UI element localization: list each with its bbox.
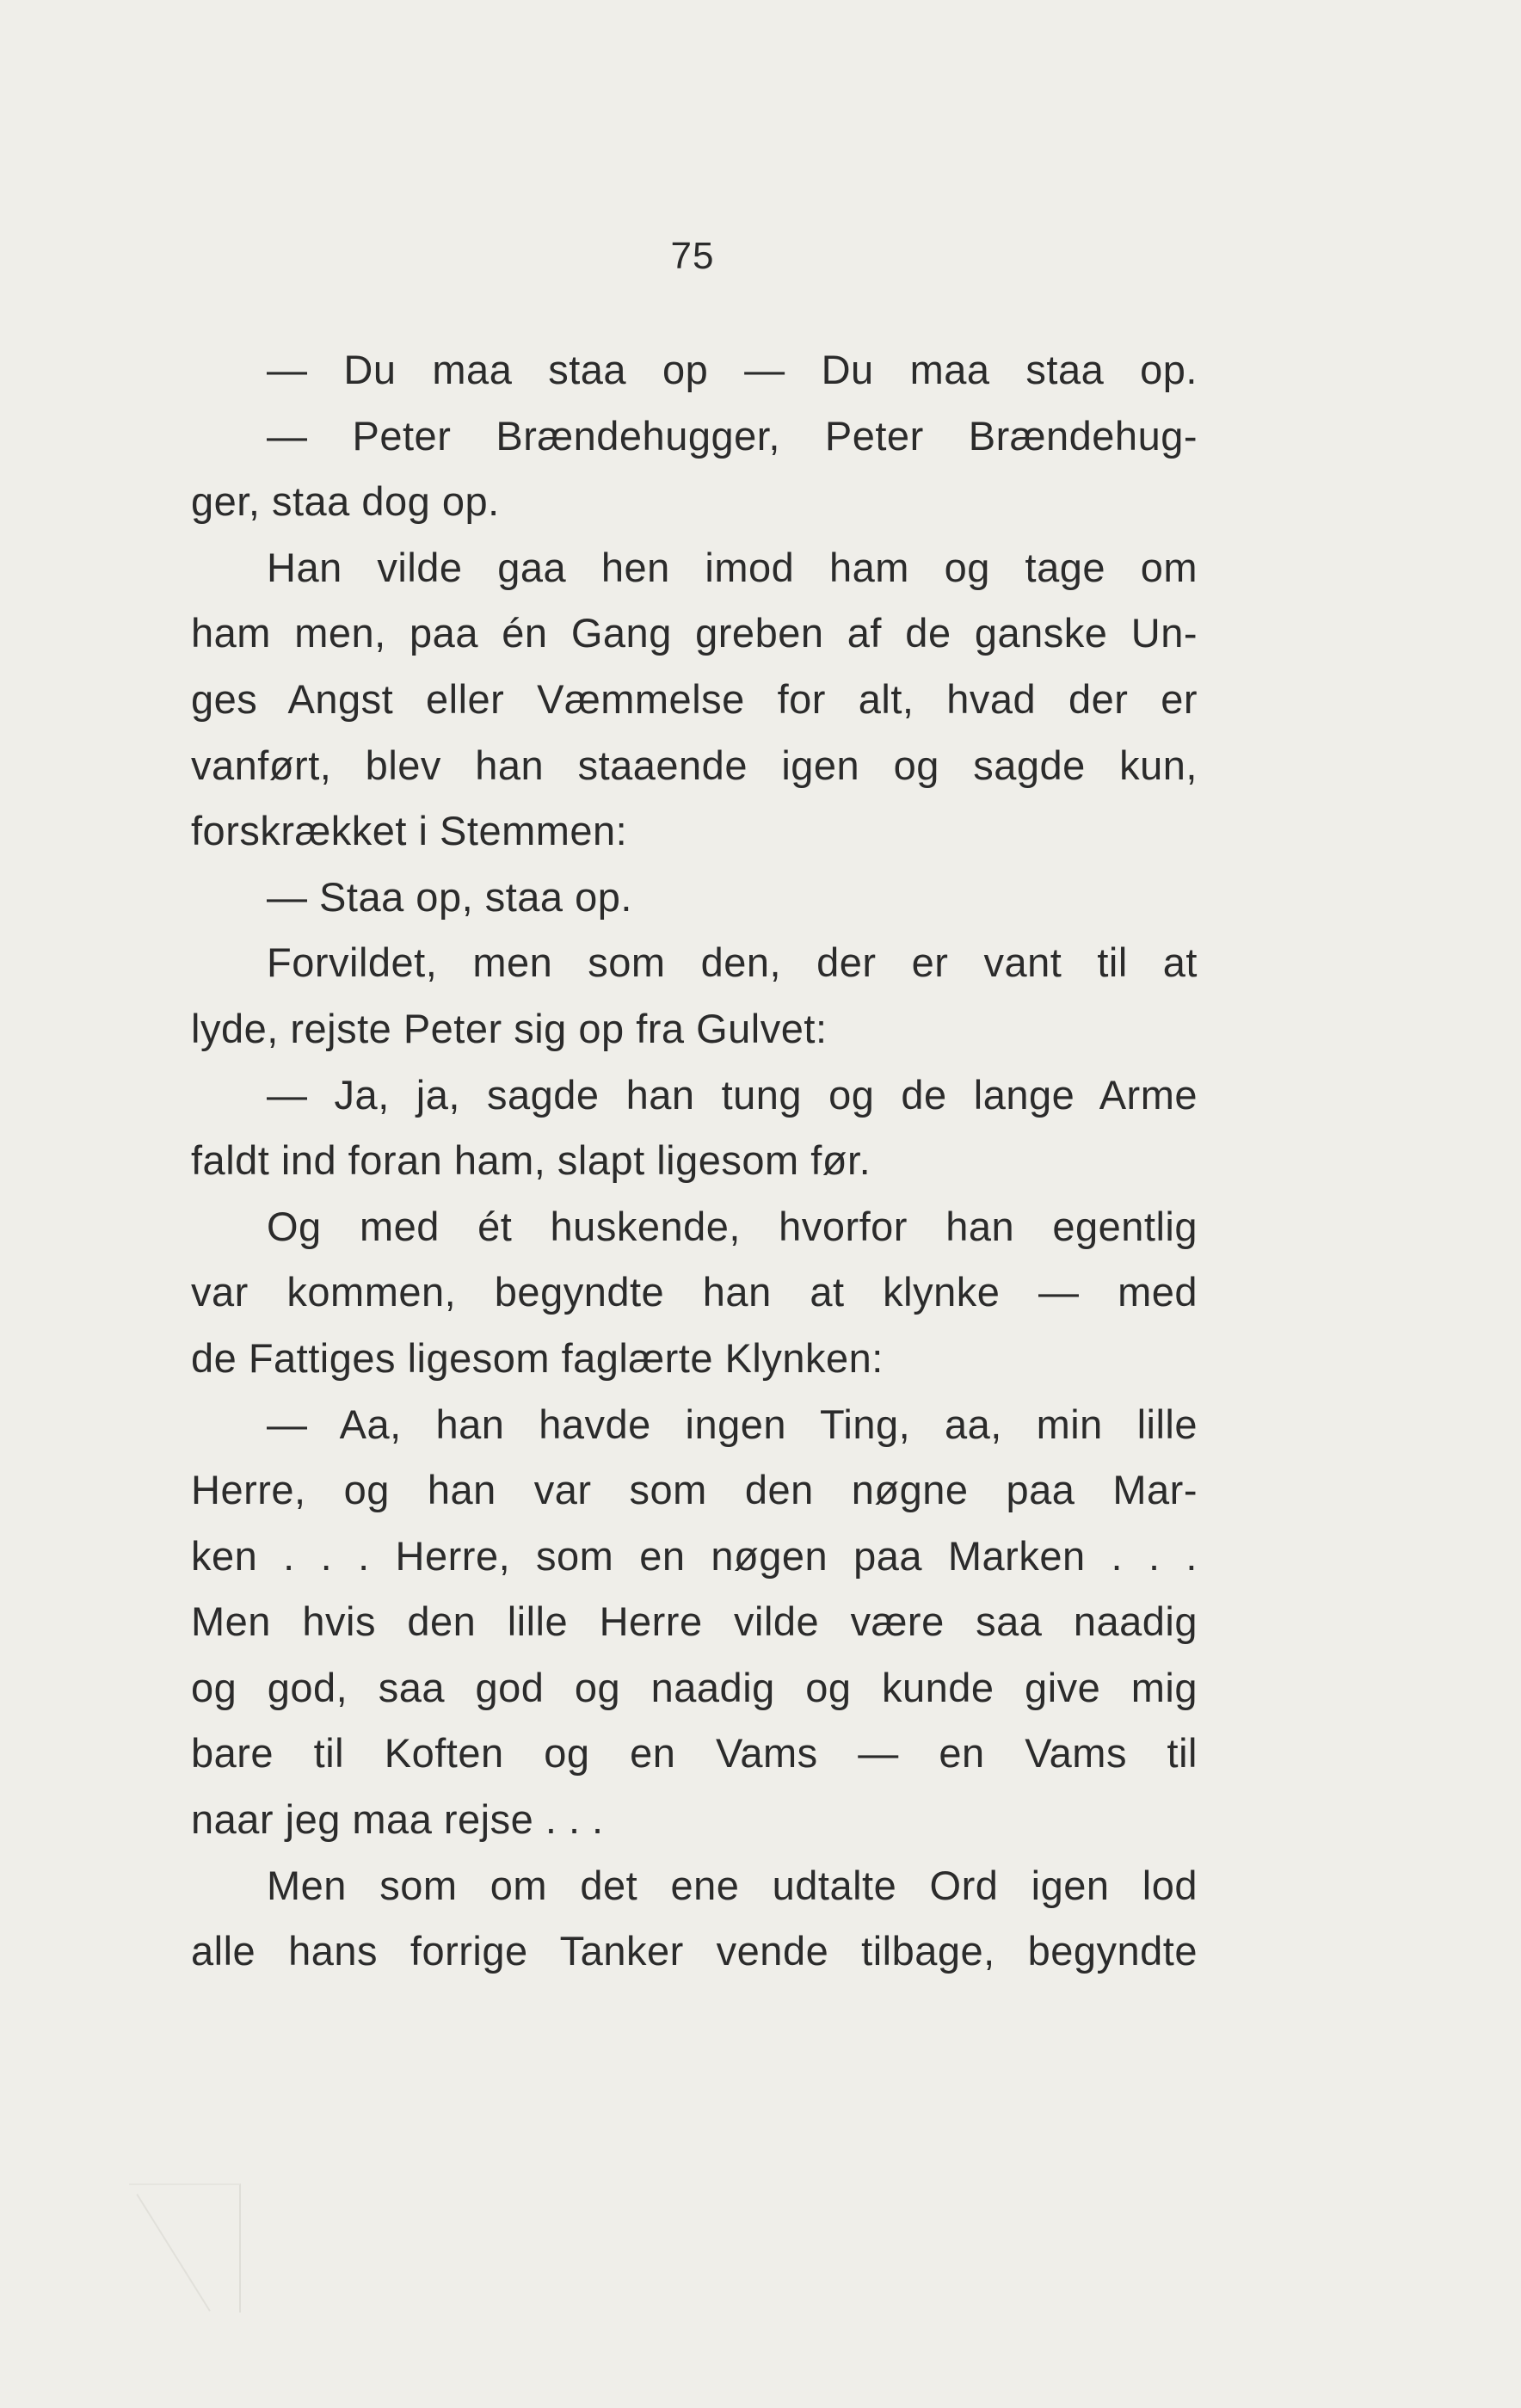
text-line: lyde, rejste Peter sig op fra Gulvet: — [191, 1005, 828, 1051]
text-line: Herre, og han var som den nøgne paa Mar- — [191, 1467, 1198, 1513]
text-line: — Ja, ja, sagde han tung og de lange Arme — [267, 1071, 1198, 1118]
text-line: — Aa, han havde ingen Ting, aa, min lille — [267, 1401, 1198, 1447]
text-line: ges Angst eller Væmmelse for alt, hvad der er — [191, 675, 1198, 722]
text-line: ger, staa dog op. — [191, 478, 500, 525]
text-line: alle hans forrige Tanker vende tilbage, begyndte — [191, 1928, 1198, 1974]
text-line: Men som om det ene udtalte Ord igen lod — [267, 1862, 1198, 1908]
text-line: faldt ind foran ham, slapt ligesom før. — [191, 1137, 871, 1184]
page-number: 75 — [670, 235, 715, 277]
text-line: naar jeg maa rejse . . . — [191, 1796, 604, 1843]
text-line: ken . . . Herre, som en nøgen paa Marken . . . — [191, 1532, 1198, 1579]
text-line: Han vilde gaa hen imod ham og tage om — [267, 544, 1198, 590]
text-line: — Du maa staa op — Du maa staa op. — [267, 347, 1198, 392]
text-line: de Fattiges ligesom faglærte Klynken: — [191, 1334, 884, 1381]
body-text — [191, 337, 1198, 1985]
text-line: ham men, paa én Gang greben af de ganske Un- — [191, 610, 1198, 656]
text-line: Forvildet, men som den, der er vant til at — [267, 939, 1198, 986]
text-line: bare til Koften og en Vams — en Vams til — [191, 1730, 1198, 1777]
text-line: vanført, blev han staaende igen og sagde kun, — [191, 742, 1198, 788]
paper-crease-mark — [129, 2183, 241, 2313]
text-line: var kommen, begyndte han at klynke — med — [191, 1269, 1198, 1315]
text-line: forskrækket i Stemmen: — [191, 808, 628, 854]
text-line: Men hvis den lille Herre vilde være saa naadig — [191, 1598, 1198, 1645]
text-line: og god, saa god og naadig og kunde give mig — [191, 1664, 1198, 1710]
text-line: — Peter Brændehugger, Peter Brændehug- — [267, 412, 1198, 459]
text-line: Og med ét huskende, hvorfor han egentlig — [267, 1203, 1198, 1249]
text-line: — Staa op, staa op. — [267, 873, 632, 920]
